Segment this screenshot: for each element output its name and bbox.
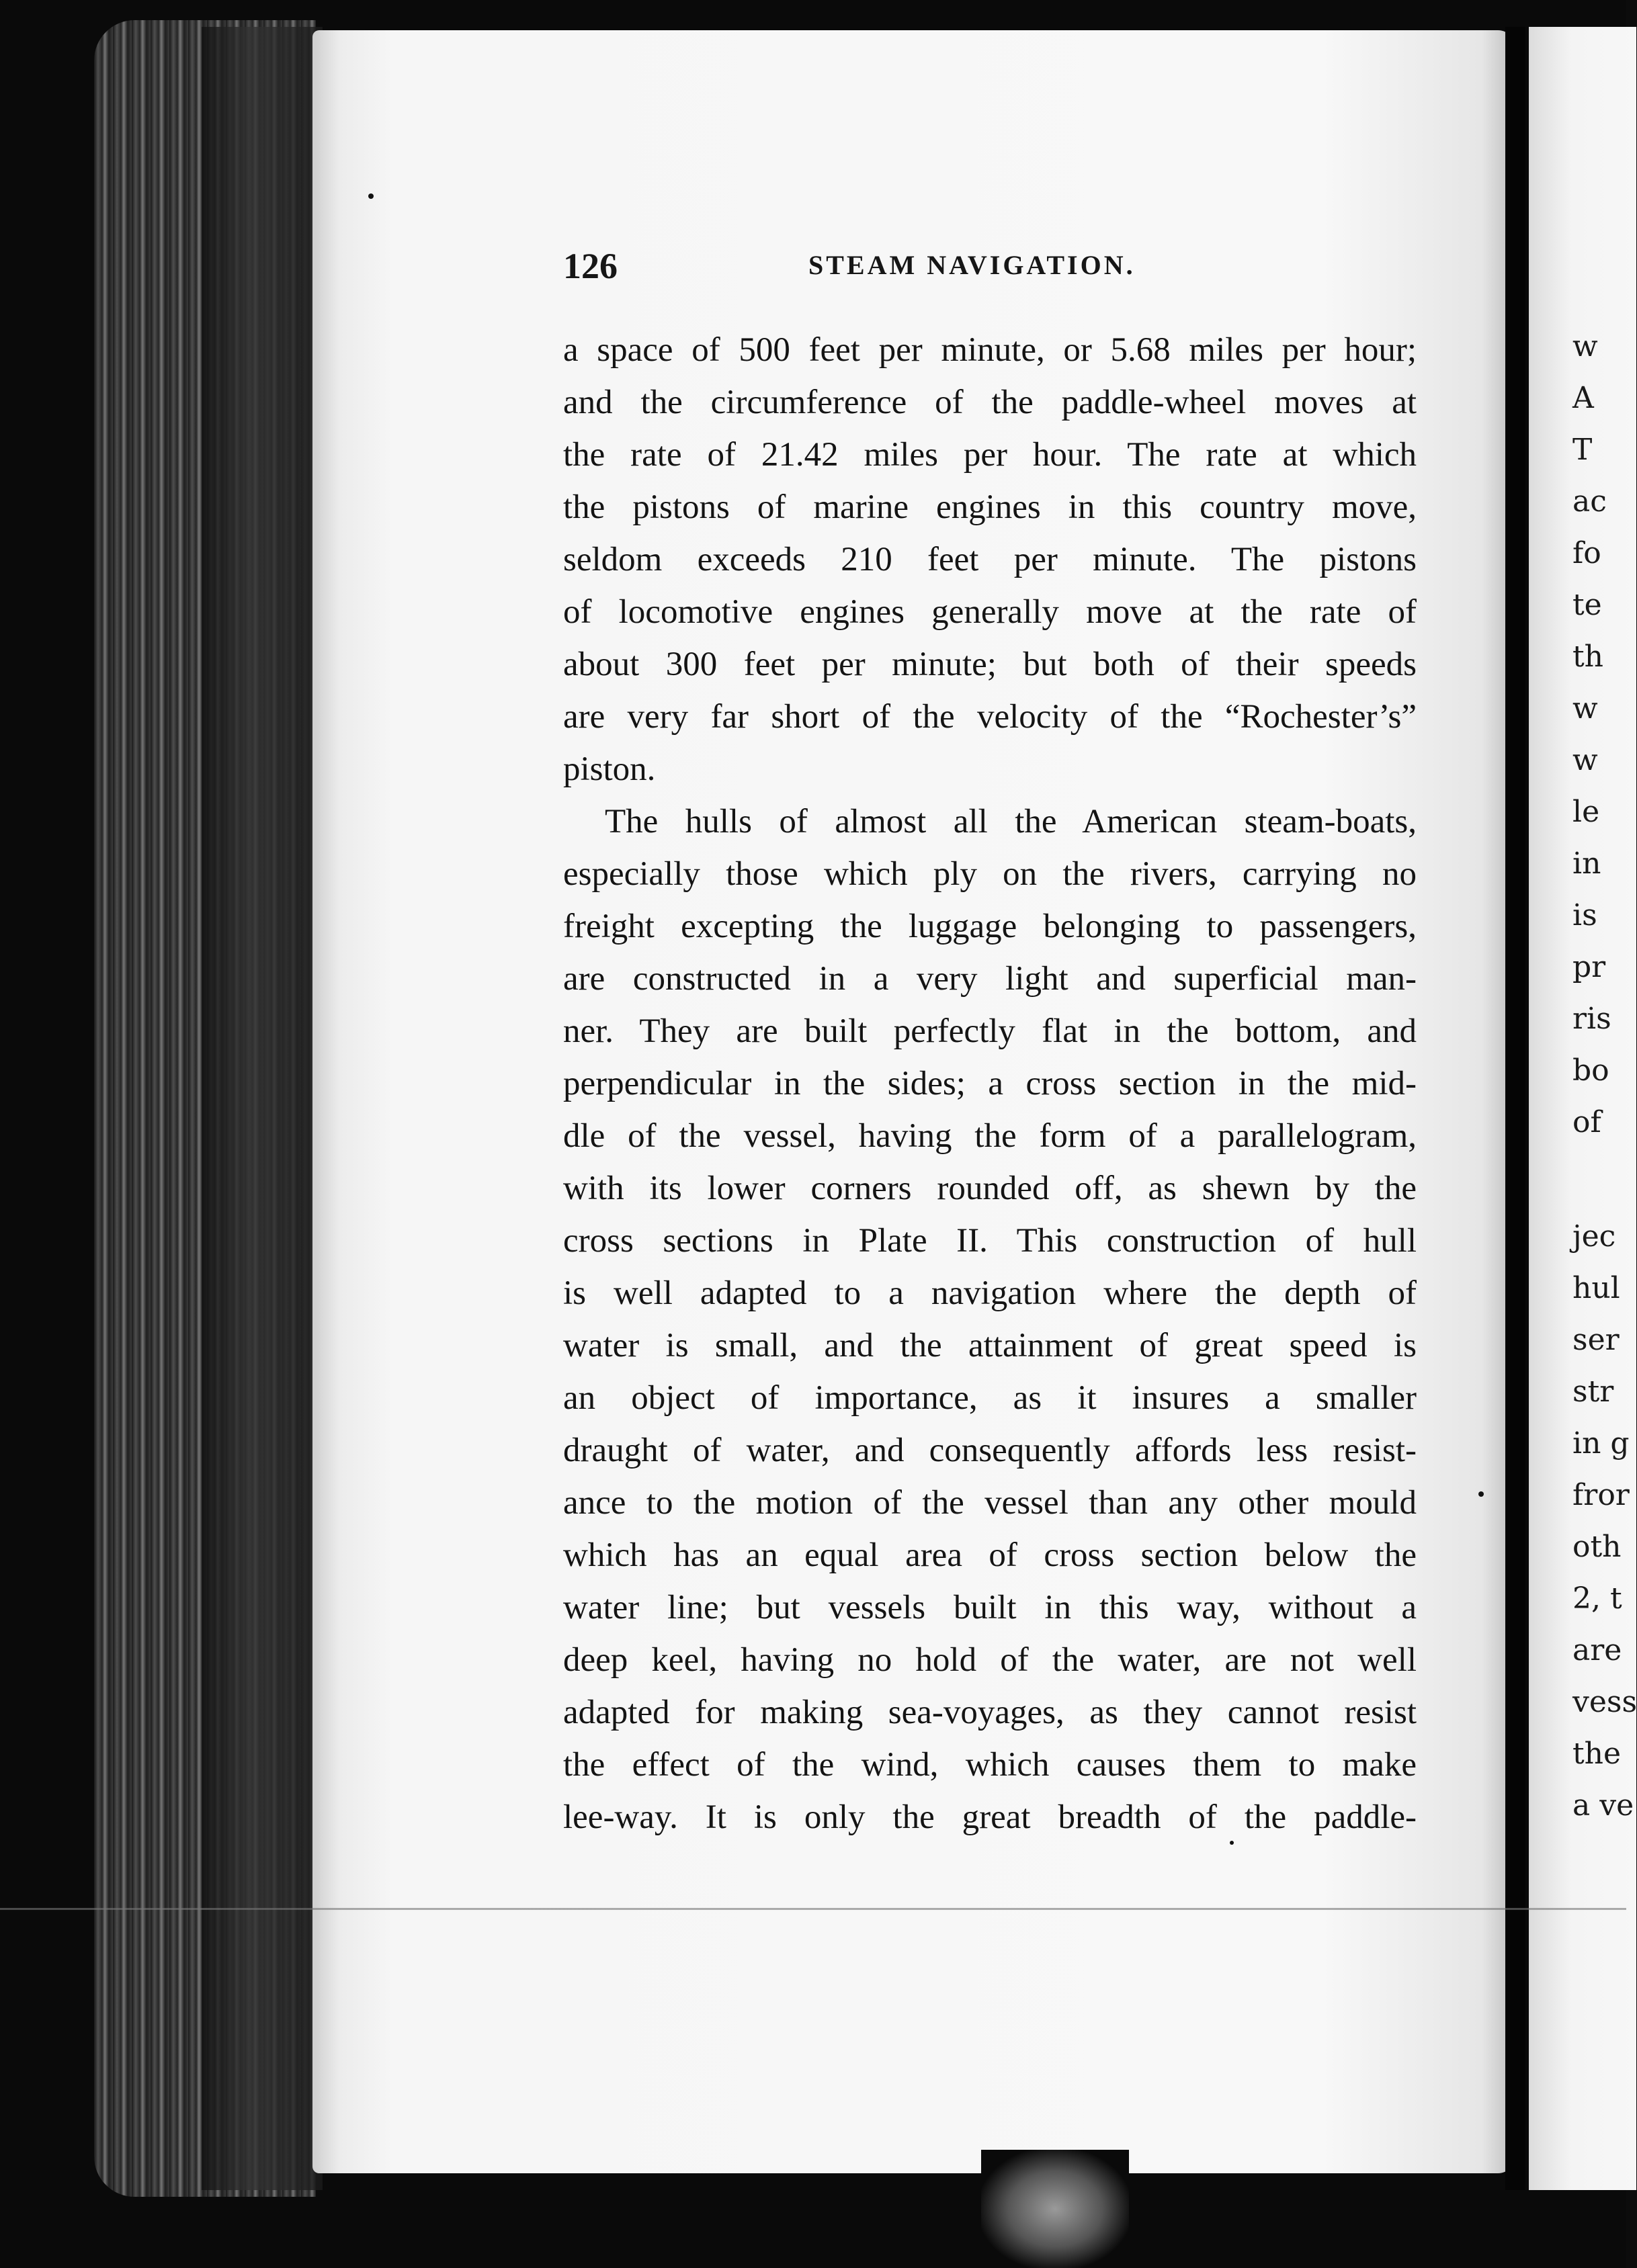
text-line: is well adapted to a navigation where the depth of <box>563 1274 1417 1312</box>
facing-fragment: a ve <box>1572 1788 1634 1823</box>
facing-fragment: bo <box>1572 1053 1609 1088</box>
text-line: an object of importance, as it insures a smaller <box>563 1379 1417 1417</box>
body-text <box>563 324 1417 1843</box>
text-line: lee-way. It is only the great breadth of the paddle- <box>563 1798 1417 1836</box>
paragraph-end-line: piston. <box>563 750 656 788</box>
facing-fragment: le <box>1572 795 1600 829</box>
text-line: the effect of the wind, which causes them to make <box>563 1746 1417 1784</box>
text-line: cross sections in Plate II. This construction of hull <box>563 1222 1417 1260</box>
facing-fragment: str <box>1572 1375 1614 1409</box>
facing-fragment: w <box>1572 691 1598 726</box>
facing-fragment: ris <box>1572 1002 1611 1036</box>
facing-fragment: ser <box>1572 1323 1620 1357</box>
facing-fragment: fo <box>1572 536 1601 570</box>
scan-speck <box>1230 1841 1234 1845</box>
text-line: are very far short of the velocity of the “Rochester’s” <box>563 698 1417 736</box>
scan-line-artifact <box>0 1908 1626 1910</box>
facing-fragment: jec <box>1572 1219 1616 1254</box>
facing-fragment: of <box>1572 1105 1601 1139</box>
text-line: adapted for making sea-voyages, as they cannot resist <box>563 1694 1417 1731</box>
text-line: about 300 feet per minute; but both of their speeds <box>563 646 1417 683</box>
text-line: draught of water, and consequently affords less resist- <box>563 1432 1417 1469</box>
facing-fragment: w <box>1572 743 1598 777</box>
text-line: perpendicular in the sides; a cross section in the mid- <box>563 1065 1417 1102</box>
scan-speck <box>1478 1491 1484 1497</box>
text-line: ner. They are built perfectly flat in the bottom, and <box>563 1012 1417 1050</box>
text-line: water is small, and the attainment of great speed is <box>563 1327 1417 1364</box>
facing-fragment: in <box>1572 846 1601 881</box>
text-line: deep keel, having no hold of the water, are not well <box>563 1641 1417 1679</box>
text-line: ance to the motion of the vessel than any other mould <box>563 1484 1417 1522</box>
text-line: seldom exceeds 210 feet per minute. The pistons <box>563 541 1417 578</box>
facing-fragment: te <box>1572 588 1602 622</box>
facing-fragment: in g <box>1572 1426 1630 1460</box>
page-number: 126 <box>563 246 618 286</box>
facing-fragment: pr <box>1572 950 1606 984</box>
running-head <box>563 245 1403 292</box>
facing-fragment: the <box>1572 1737 1622 1771</box>
text-line: especially those which ply on the rivers, carrying no <box>563 855 1417 893</box>
scan-blotch <box>981 2150 1129 2268</box>
facing-fragment: hul <box>1572 1271 1620 1305</box>
text-line: which has an equal area of cross section below the <box>563 1536 1417 1574</box>
gutter-shadow <box>1505 27 1525 2190</box>
text-line: dle of the vessel, having the form of a parallelogram, <box>563 1117 1417 1155</box>
text-line: of locomotive engines generally move at the rate of <box>563 593 1417 631</box>
paragraph-first-line: The hulls of almost all the American steam-boats, <box>605 803 1417 840</box>
text-line: the pistons of marine engines in this country move, <box>563 488 1417 526</box>
text-line: are constructed in a very light and superficial man- <box>563 960 1417 998</box>
running-head-title: STEAM NAVIGATION. <box>808 250 1136 280</box>
facing-fragment: fror <box>1572 1478 1630 1512</box>
facing-fragment: 2, t <box>1572 1581 1622 1616</box>
text-line: the rate of 21.42 miles per hour. The rate at which <box>563 436 1417 474</box>
text-line: freight excepting the luggage belonging to passengers, <box>563 908 1417 945</box>
facing-fragment: ac <box>1572 484 1607 519</box>
text-line: and the circumference of the paddle-wheel moves at <box>563 384 1417 421</box>
facing-fragment: vess <box>1572 1685 1637 1719</box>
book-edge-shadow <box>202 27 323 2190</box>
facing-fragment: T <box>1572 433 1593 467</box>
scan-speck <box>368 193 374 199</box>
facing-fragment: th <box>1572 640 1604 674</box>
facing-fragment: w <box>1572 329 1598 363</box>
text-line: water line; but vessels built in this way, without a <box>563 1589 1417 1626</box>
facing-fragment: oth <box>1572 1530 1622 1564</box>
text-line: with its lower corners rounded off, as shewn by the <box>563 1170 1417 1207</box>
facing-fragment: A <box>1572 381 1594 415</box>
facing-fragment: is <box>1572 898 1597 932</box>
text-line: a space of 500 feet per minute, or 5.68 miles per hour; <box>563 331 1417 369</box>
facing-fragment: are <box>1572 1633 1622 1667</box>
